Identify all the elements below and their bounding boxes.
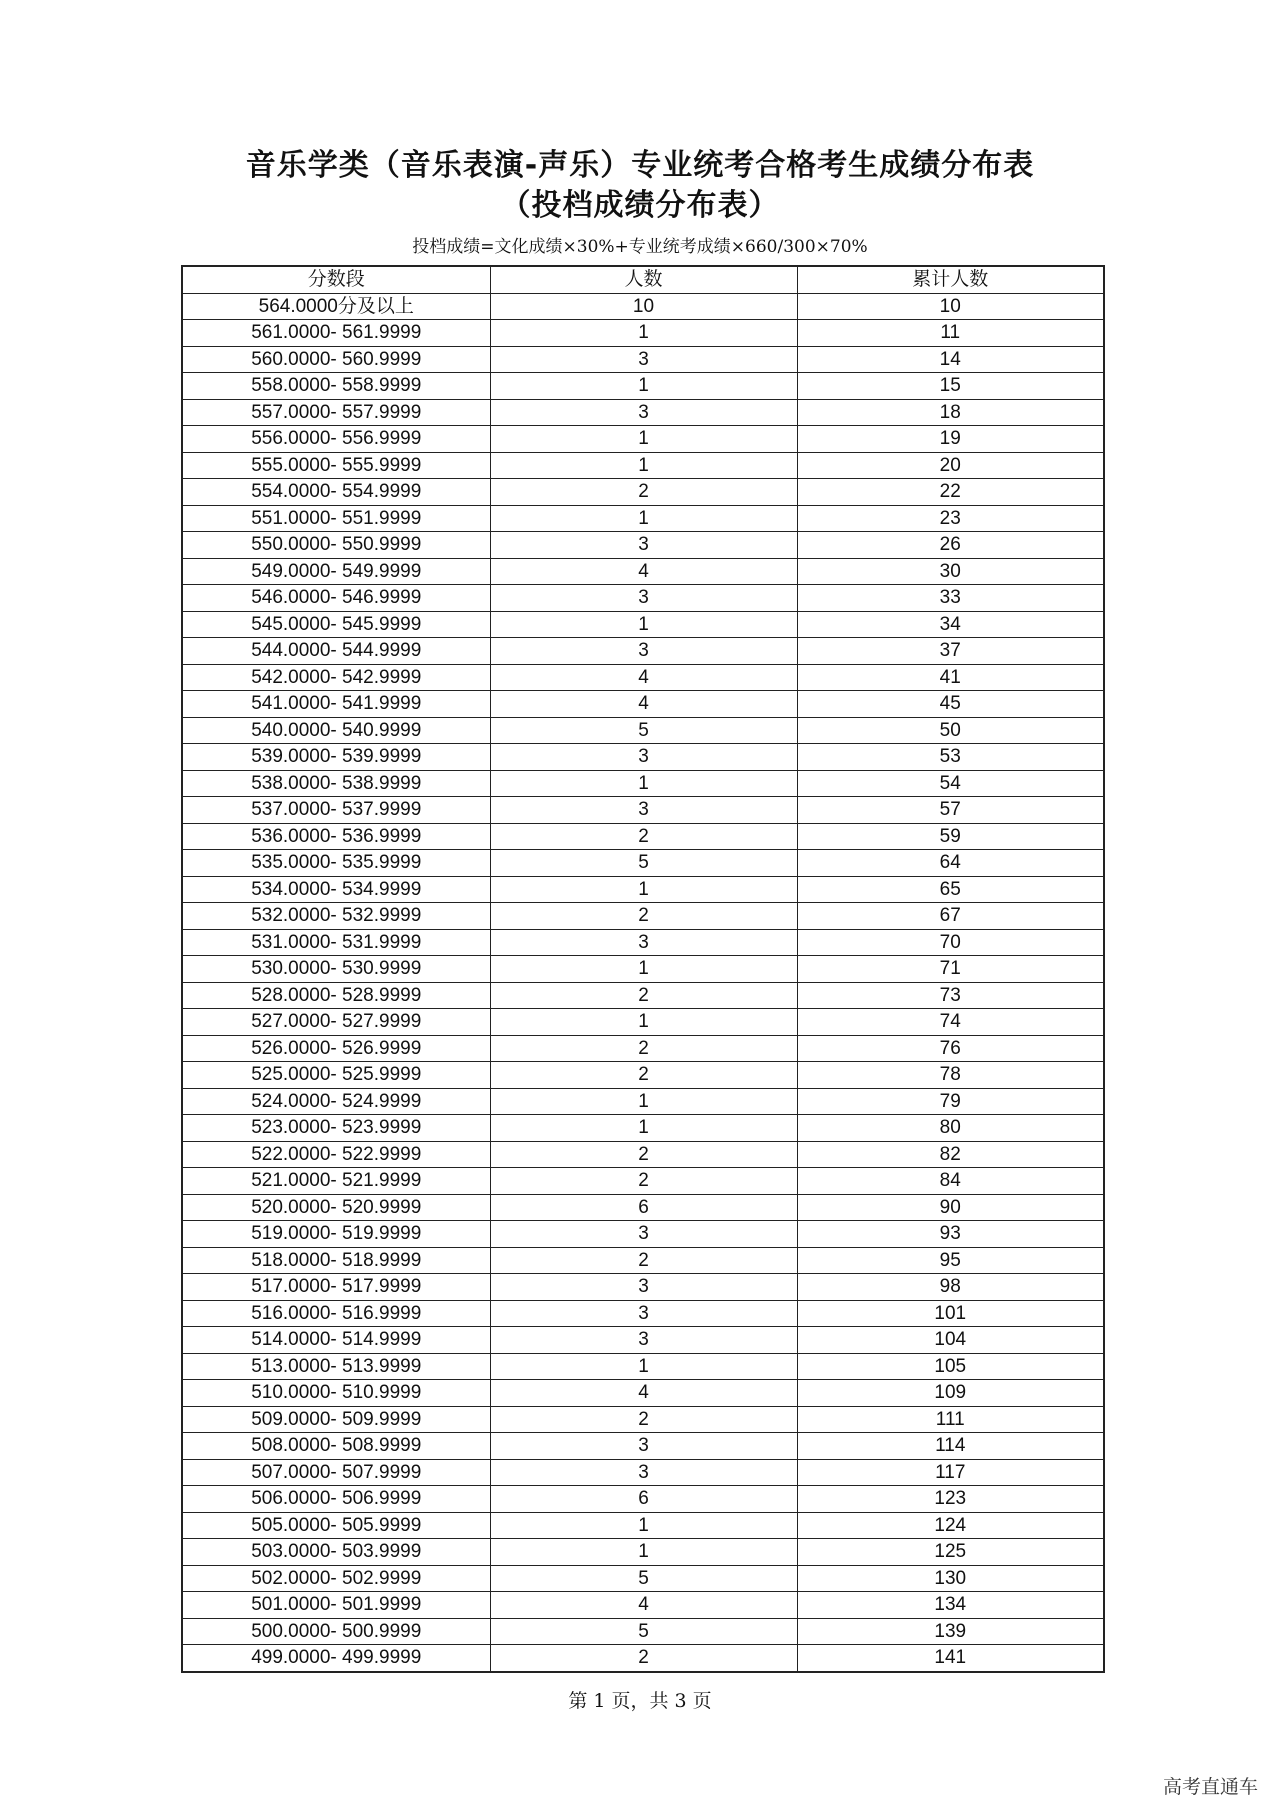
table-row	[182, 320, 1104, 347]
table-row	[182, 1353, 1104, 1380]
cell-score-range: 508.0000- 508.9999	[182, 1433, 490, 1460]
cell-score-range: 561.0000- 561.9999	[182, 320, 490, 347]
cell-count: 2	[490, 982, 797, 1009]
cell-score-range: 539.0000- 539.9999	[182, 744, 490, 771]
cell-count: 2	[490, 1035, 797, 1062]
cell-count: 1	[490, 1353, 797, 1380]
cell-count: 2	[490, 479, 797, 506]
cell-count: 1	[490, 452, 797, 479]
cell-cumulative-count: 93	[797, 1221, 1104, 1248]
cell-cumulative-count: 26	[797, 532, 1104, 559]
table-row	[182, 426, 1104, 453]
cell-count: 1	[490, 1088, 797, 1115]
cell-count: 1	[490, 373, 797, 400]
cell-cumulative-count: 98	[797, 1274, 1104, 1301]
cell-cumulative-count: 33	[797, 585, 1104, 612]
table-row	[182, 1141, 1104, 1168]
cell-cumulative-count: 11	[797, 320, 1104, 347]
cell-score-range: 530.0000- 530.9999	[182, 956, 490, 983]
table-row	[182, 1194, 1104, 1221]
cell-cumulative-count: 117	[797, 1459, 1104, 1486]
table-row	[182, 1380, 1104, 1407]
cell-score-range: 537.0000- 537.9999	[182, 797, 490, 824]
table-row	[182, 1009, 1104, 1036]
cell-count: 6	[490, 1194, 797, 1221]
cell-cumulative-count: 19	[797, 426, 1104, 453]
cell-cumulative-count: 18	[797, 399, 1104, 426]
cell-score-range: 564.0000分及以上	[182, 293, 490, 320]
cell-count: 1	[490, 611, 797, 638]
cell-cumulative-count: 111	[797, 1406, 1104, 1433]
cell-score-range: 519.0000- 519.9999	[182, 1221, 490, 1248]
cell-cumulative-count: 105	[797, 1353, 1104, 1380]
table-row	[182, 1062, 1104, 1089]
cell-count: 3	[490, 744, 797, 771]
cell-score-range: 522.0000- 522.9999	[182, 1141, 490, 1168]
cell-cumulative-count: 73	[797, 982, 1104, 1009]
cell-count: 2	[490, 903, 797, 930]
cell-cumulative-count: 130	[797, 1565, 1104, 1592]
cell-cumulative-count: 14	[797, 346, 1104, 373]
cell-score-range: 528.0000- 528.9999	[182, 982, 490, 1009]
cell-cumulative-count: 23	[797, 505, 1104, 532]
cell-score-range: 500.0000- 500.9999	[182, 1618, 490, 1645]
cell-score-range: 521.0000- 521.9999	[182, 1168, 490, 1195]
table-row	[182, 770, 1104, 797]
cell-count: 5	[490, 717, 797, 744]
cell-count: 1	[490, 956, 797, 983]
table-row	[182, 532, 1104, 559]
cell-cumulative-count: 37	[797, 638, 1104, 665]
cell-cumulative-count: 109	[797, 1380, 1104, 1407]
cell-cumulative-count: 70	[797, 929, 1104, 956]
table-row	[182, 1565, 1104, 1592]
table-row	[182, 638, 1104, 665]
table-row	[182, 850, 1104, 877]
table-row	[182, 903, 1104, 930]
cell-score-range: 536.0000- 536.9999	[182, 823, 490, 850]
cell-score-range: 509.0000- 509.9999	[182, 1406, 490, 1433]
cell-cumulative-count: 53	[797, 744, 1104, 771]
cell-cumulative-count: 90	[797, 1194, 1104, 1221]
table-row	[182, 452, 1104, 479]
table-row	[182, 346, 1104, 373]
cell-score-range: 520.0000- 520.9999	[182, 1194, 490, 1221]
cell-cumulative-count: 124	[797, 1512, 1104, 1539]
cell-score-range: 503.0000- 503.9999	[182, 1539, 490, 1566]
cell-score-range: 541.0000- 541.9999	[182, 691, 490, 718]
table-row	[182, 293, 1104, 320]
cell-count: 1	[490, 770, 797, 797]
cell-cumulative-count: 84	[797, 1168, 1104, 1195]
cell-count: 3	[490, 1274, 797, 1301]
cell-count: 1	[490, 876, 797, 903]
table-row	[182, 1115, 1104, 1142]
cell-count: 3	[490, 797, 797, 824]
cell-cumulative-count: 80	[797, 1115, 1104, 1142]
cell-cumulative-count: 67	[797, 903, 1104, 930]
cell-cumulative-count: 45	[797, 691, 1104, 718]
table-row	[182, 611, 1104, 638]
page-title: 音乐学类（音乐表演-声乐）专业统考合格考生成绩分布表	[245, 148, 1035, 183]
cell-count: 1	[490, 1512, 797, 1539]
cell-cumulative-count: 141	[797, 1645, 1104, 1672]
cell-count: 3	[490, 399, 797, 426]
cell-count: 3	[490, 1327, 797, 1354]
cell-cumulative-count: 78	[797, 1062, 1104, 1089]
table-header-row	[182, 266, 1104, 293]
cell-score-range: 534.0000- 534.9999	[182, 876, 490, 903]
cell-count: 2	[490, 1645, 797, 1672]
cell-cumulative-count: 74	[797, 1009, 1104, 1036]
page-number: 第 1 页，共 3 页	[568, 1690, 712, 1712]
table-row	[182, 1300, 1104, 1327]
cell-score-range: 526.0000- 526.9999	[182, 1035, 490, 1062]
cell-score-range: 510.0000- 510.9999	[182, 1380, 490, 1407]
cell-count: 1	[490, 1115, 797, 1142]
cell-count: 4	[490, 1380, 797, 1407]
table-row	[182, 1539, 1104, 1566]
cell-count: 6	[490, 1486, 797, 1513]
cell-score-range: 524.0000- 524.9999	[182, 1088, 490, 1115]
cell-score-range: 499.0000- 499.9999	[182, 1645, 490, 1672]
cell-score-range: 514.0000- 514.9999	[182, 1327, 490, 1354]
cell-cumulative-count: 82	[797, 1141, 1104, 1168]
cell-count: 5	[490, 850, 797, 877]
cell-cumulative-count: 20	[797, 452, 1104, 479]
table-row	[182, 982, 1104, 1009]
cell-cumulative-count: 123	[797, 1486, 1104, 1513]
cell-score-range: 558.0000- 558.9999	[182, 373, 490, 400]
table-row	[182, 373, 1104, 400]
table-row	[182, 744, 1104, 771]
cell-cumulative-count: 95	[797, 1247, 1104, 1274]
table-row	[182, 1327, 1104, 1354]
cell-score-range: 550.0000- 550.9999	[182, 532, 490, 559]
page-subtitle: （投档成绩分布表）	[500, 188, 780, 223]
table-row	[182, 1459, 1104, 1486]
table-row	[182, 585, 1104, 612]
table-row	[182, 1512, 1104, 1539]
cell-count: 2	[490, 1141, 797, 1168]
cell-score-range: 525.0000- 525.9999	[182, 1062, 490, 1089]
cell-cumulative-count: 101	[797, 1300, 1104, 1327]
table-row	[182, 1088, 1104, 1115]
table-row	[182, 823, 1104, 850]
cell-count: 1	[490, 1539, 797, 1566]
cell-score-range: 545.0000- 545.9999	[182, 611, 490, 638]
cell-score-range: 554.0000- 554.9999	[182, 479, 490, 506]
cell-score-range: 560.0000- 560.9999	[182, 346, 490, 373]
table-row	[182, 1274, 1104, 1301]
cell-cumulative-count: 41	[797, 664, 1104, 691]
cell-count: 4	[490, 691, 797, 718]
table-row	[182, 1406, 1104, 1433]
cell-cumulative-count: 104	[797, 1327, 1104, 1354]
cell-cumulative-count: 64	[797, 850, 1104, 877]
cell-cumulative-count: 79	[797, 1088, 1104, 1115]
cell-count: 3	[490, 638, 797, 665]
cell-count: 2	[490, 1247, 797, 1274]
header-score-range: 分数段	[182, 266, 490, 293]
table-row	[182, 1433, 1104, 1460]
table-row	[182, 1592, 1104, 1619]
cell-score-range: 544.0000- 544.9999	[182, 638, 490, 665]
cell-score-range: 505.0000- 505.9999	[182, 1512, 490, 1539]
cell-cumulative-count: 22	[797, 479, 1104, 506]
cell-count: 2	[490, 823, 797, 850]
cell-score-range: 513.0000- 513.9999	[182, 1353, 490, 1380]
cell-cumulative-count: 54	[797, 770, 1104, 797]
table-row	[182, 505, 1104, 532]
cell-score-range: 538.0000- 538.9999	[182, 770, 490, 797]
brand-watermark: 高考直通车	[1162, 1776, 1258, 1798]
header-count: 人数	[490, 266, 797, 293]
table-row	[182, 956, 1104, 983]
table-row	[182, 1618, 1104, 1645]
table-row	[182, 717, 1104, 744]
table-row	[182, 1221, 1104, 1248]
cell-count: 3	[490, 532, 797, 559]
cell-count: 3	[490, 346, 797, 373]
cell-score-range: 523.0000- 523.9999	[182, 1115, 490, 1142]
table-row	[182, 1645, 1104, 1672]
table-row	[182, 691, 1104, 718]
cell-count: 2	[490, 1406, 797, 1433]
score-distribution-table	[181, 265, 1105, 1673]
cell-score-range: 549.0000- 549.9999	[182, 558, 490, 585]
cell-count: 1	[490, 1009, 797, 1036]
cell-count: 10	[490, 293, 797, 320]
cell-score-range: 532.0000- 532.9999	[182, 903, 490, 930]
cell-count: 1	[490, 320, 797, 347]
cell-score-range: 535.0000- 535.9999	[182, 850, 490, 877]
cell-count: 4	[490, 664, 797, 691]
cell-cumulative-count: 134	[797, 1592, 1104, 1619]
cell-score-range: 555.0000- 555.9999	[182, 452, 490, 479]
table-row	[182, 876, 1104, 903]
cell-score-range: 516.0000- 516.9999	[182, 1300, 490, 1327]
table-row	[182, 929, 1104, 956]
cell-score-range: 506.0000- 506.9999	[182, 1486, 490, 1513]
table-row	[182, 399, 1104, 426]
cell-count: 3	[490, 1221, 797, 1248]
cell-count: 5	[490, 1618, 797, 1645]
table-row	[182, 1168, 1104, 1195]
header-cumulative-count: 累计人数	[797, 266, 1104, 293]
cell-cumulative-count: 15	[797, 373, 1104, 400]
cell-count: 3	[490, 585, 797, 612]
cell-cumulative-count: 57	[797, 797, 1104, 824]
cell-cumulative-count: 59	[797, 823, 1104, 850]
cell-score-range: 507.0000- 507.9999	[182, 1459, 490, 1486]
cell-score-range: 518.0000- 518.9999	[182, 1247, 490, 1274]
cell-score-range: 540.0000- 540.9999	[182, 717, 490, 744]
table-row	[182, 1486, 1104, 1513]
cell-score-range: 556.0000- 556.9999	[182, 426, 490, 453]
cell-cumulative-count: 30	[797, 558, 1104, 585]
cell-cumulative-count: 114	[797, 1433, 1104, 1460]
cell-score-range: 546.0000- 546.9999	[182, 585, 490, 612]
cell-cumulative-count: 71	[797, 956, 1104, 983]
cell-score-range: 557.0000- 557.9999	[182, 399, 490, 426]
cell-count: 3	[490, 1459, 797, 1486]
table-row	[182, 664, 1104, 691]
cell-count: 2	[490, 1062, 797, 1089]
score-formula: 投档成绩=文化成绩×30%+专业统考成绩×660/300×70%	[412, 237, 868, 257]
cell-count: 3	[490, 929, 797, 956]
cell-count: 1	[490, 505, 797, 532]
cell-score-range: 517.0000- 517.9999	[182, 1274, 490, 1301]
cell-cumulative-count: 34	[797, 611, 1104, 638]
cell-count: 2	[490, 1168, 797, 1195]
table-row	[182, 1035, 1104, 1062]
table-row	[182, 797, 1104, 824]
cell-cumulative-count: 125	[797, 1539, 1104, 1566]
table-row	[182, 1247, 1104, 1274]
cell-cumulative-count: 76	[797, 1035, 1104, 1062]
cell-count: 3	[490, 1433, 797, 1460]
cell-score-range: 542.0000- 542.9999	[182, 664, 490, 691]
table-body	[182, 293, 1104, 1672]
cell-cumulative-count: 10	[797, 293, 1104, 320]
cell-score-range: 531.0000- 531.9999	[182, 929, 490, 956]
cell-count: 4	[490, 1592, 797, 1619]
cell-count: 5	[490, 1565, 797, 1592]
cell-cumulative-count: 65	[797, 876, 1104, 903]
cell-count: 3	[490, 1300, 797, 1327]
cell-score-range: 551.0000- 551.9999	[182, 505, 490, 532]
cell-score-range: 501.0000- 501.9999	[182, 1592, 490, 1619]
table-row	[182, 479, 1104, 506]
cell-score-range: 527.0000- 527.9999	[182, 1009, 490, 1036]
cell-cumulative-count: 50	[797, 717, 1104, 744]
cell-score-range: 502.0000- 502.9999	[182, 1565, 490, 1592]
cell-count: 4	[490, 558, 797, 585]
cell-cumulative-count: 139	[797, 1618, 1104, 1645]
cell-count: 1	[490, 426, 797, 453]
table-row	[182, 558, 1104, 585]
